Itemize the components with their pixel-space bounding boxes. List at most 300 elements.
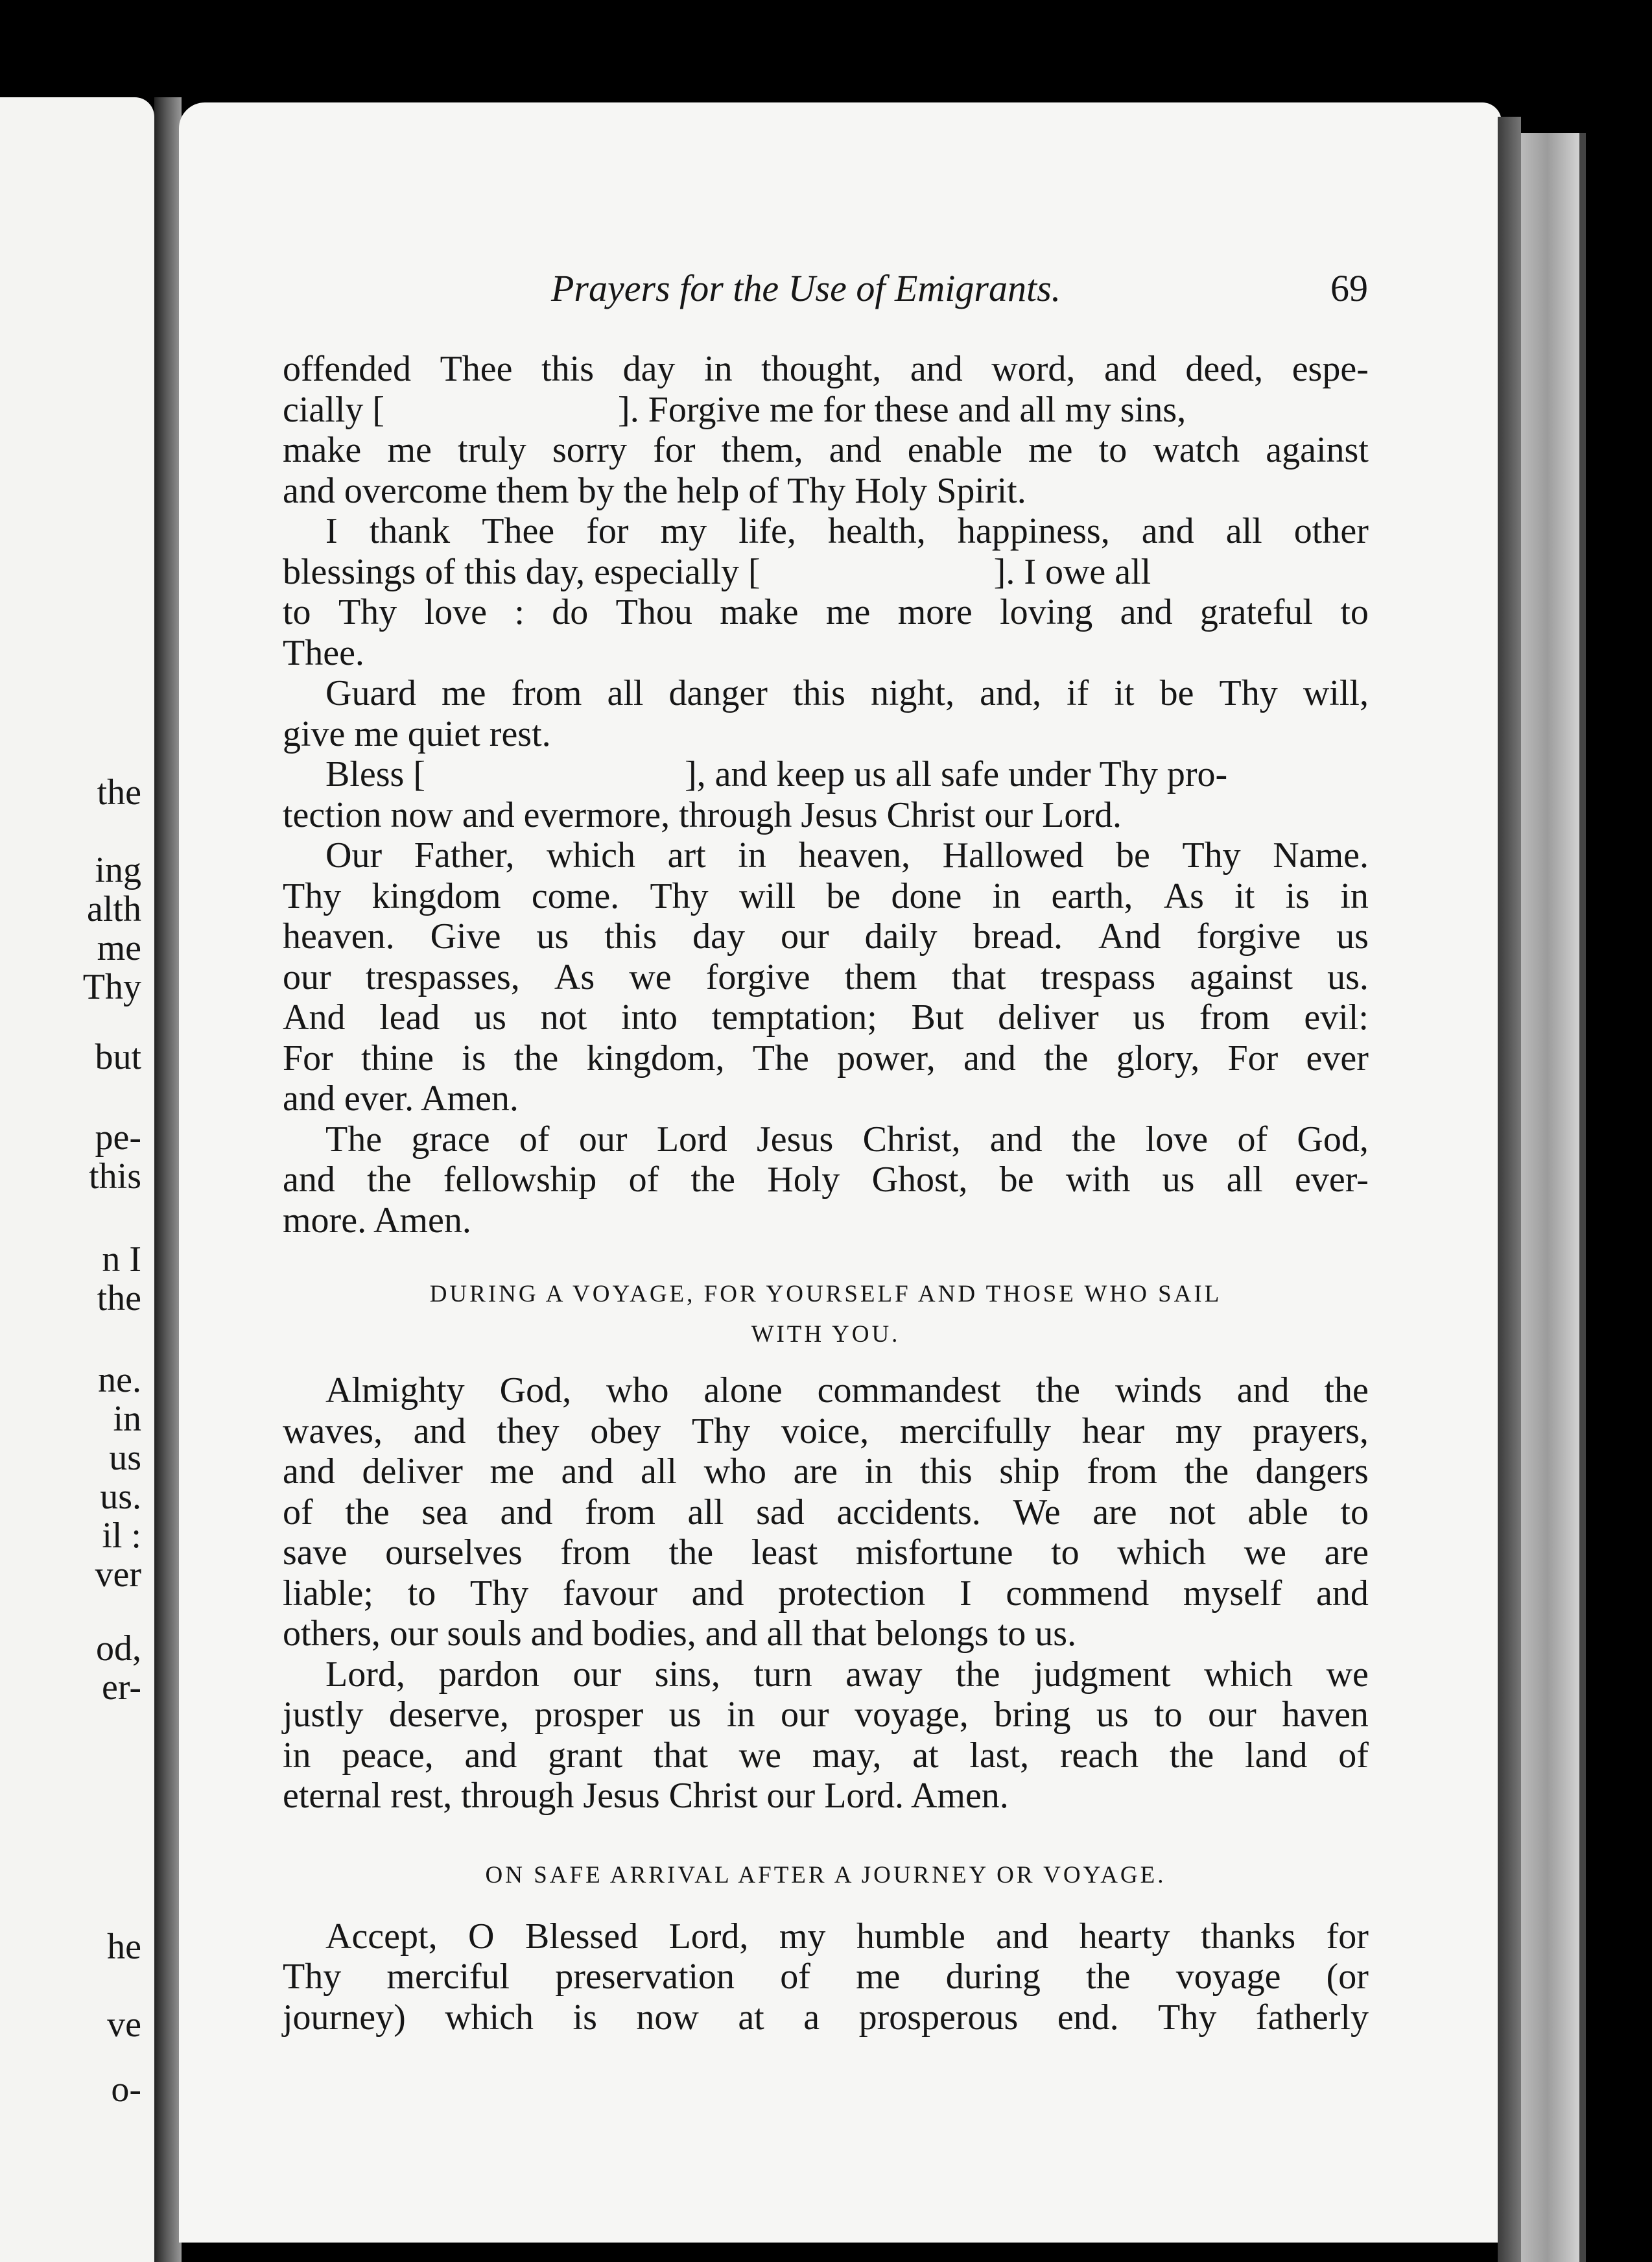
word: this <box>919 1451 973 1492</box>
word: enable <box>907 430 1002 470</box>
word: day <box>692 916 746 957</box>
text-line: more. Amen. <box>283 1200 471 1241</box>
word: be <box>1159 673 1194 713</box>
word: this <box>604 916 657 957</box>
word: we <box>738 1735 781 1776</box>
word: earth, <box>1051 875 1133 916</box>
word: which <box>1117 1532 1207 1573</box>
word: which <box>445 1997 534 2038</box>
word: deed, <box>1185 349 1264 389</box>
word: us <box>474 997 506 1038</box>
bracket-close-text: ], and keep us all safe under Thy pro- <box>685 754 1228 794</box>
word: Ghost, <box>871 1160 968 1200</box>
word: and <box>1141 511 1194 551</box>
left-page-fragment: us <box>109 1438 141 1478</box>
word: all <box>641 1451 677 1492</box>
word: to <box>407 1573 436 1613</box>
word: my <box>660 511 707 551</box>
word: done <box>891 875 962 916</box>
word: As <box>1163 875 1204 916</box>
word: Blessed <box>525 1916 639 1957</box>
text-span <box>283 552 1151 593</box>
word: and <box>1120 592 1173 632</box>
word: liable; <box>283 1573 373 1613</box>
word: may, <box>812 1735 882 1776</box>
word: for <box>1326 1916 1369 1957</box>
word: our <box>1208 1695 1257 1735</box>
word: is <box>1285 875 1310 916</box>
word: ever- <box>1295 1160 1369 1200</box>
section-heading: WITH YOU. <box>751 1321 901 1348</box>
word: against <box>1190 957 1293 997</box>
word: into <box>620 997 678 1038</box>
word: Give <box>430 916 501 957</box>
word: life, <box>738 511 796 551</box>
word: all <box>1225 511 1262 551</box>
word: us <box>668 1695 702 1735</box>
word: in <box>992 875 1021 916</box>
word: alone <box>703 1370 783 1411</box>
word: in <box>864 1451 893 1492</box>
word: and <box>464 1735 517 1776</box>
word: Thy <box>1219 673 1278 713</box>
word: hear <box>1081 1411 1145 1451</box>
word: Accept, <box>325 1916 438 1957</box>
word: it <box>1234 875 1255 916</box>
word: Lord, <box>325 1654 405 1695</box>
word: this <box>541 349 594 389</box>
bracket-close-text: ]. Forgive me for these and all my sins, <box>618 389 1186 430</box>
word: away <box>845 1654 923 1695</box>
word: I <box>960 1573 972 1613</box>
left-page-fragment: this <box>89 1156 141 1196</box>
section-heading: DURING A VOYAGE, FOR YOURSELF AND THOSE WHO SAIL <box>429 1281 1222 1307</box>
word: we <box>1244 1532 1287 1573</box>
word: it <box>1114 673 1135 713</box>
word: grace <box>411 1119 490 1160</box>
text-line <box>283 1370 1369 1411</box>
word: turn <box>753 1654 812 1695</box>
word: Lord, <box>668 1916 749 1957</box>
word: journey) <box>283 1997 406 2038</box>
word: make <box>283 430 362 470</box>
word: winds <box>1115 1370 1202 1411</box>
text-line <box>283 1997 1369 2038</box>
word: our <box>780 1695 829 1735</box>
text-line <box>283 1492 1369 1533</box>
word: trespasses, <box>365 957 520 997</box>
word: Guard <box>325 673 416 713</box>
word: day <box>622 349 676 389</box>
word: obey <box>590 1411 661 1451</box>
word: Name. <box>1273 835 1369 875</box>
left-page-fragment: pe- <box>95 1117 141 1158</box>
word: glory, <box>1116 1038 1200 1078</box>
word: us <box>1133 997 1166 1038</box>
word: pardon <box>438 1654 539 1695</box>
text-line <box>283 876 1369 917</box>
text-span <box>283 390 1186 431</box>
text-span <box>325 754 1227 795</box>
word: accidents. <box>836 1492 981 1532</box>
word: to <box>1340 1492 1369 1532</box>
word: I <box>325 511 338 551</box>
word: us. <box>1327 957 1369 997</box>
word: art <box>667 835 706 875</box>
word: and <box>561 1451 614 1492</box>
word: forgive <box>705 957 810 997</box>
left-page-fragment: er- <box>101 1667 141 1708</box>
word: to <box>1051 1532 1080 1573</box>
word: offended <box>283 349 411 389</box>
word: voice, <box>781 1411 869 1451</box>
text-line <box>283 1957 1369 1997</box>
word: to <box>283 592 311 632</box>
word: at <box>738 1997 764 2038</box>
word: hearty <box>1079 1916 1170 1957</box>
word: bring <box>994 1695 1071 1735</box>
word: grant <box>548 1735 623 1776</box>
text-line <box>283 1916 1369 1957</box>
word: in <box>738 835 766 875</box>
word: humble <box>856 1916 965 1957</box>
word: us <box>1096 1695 1129 1735</box>
word: we <box>629 957 672 997</box>
word: and <box>1103 349 1157 389</box>
word: we <box>1326 1654 1369 1695</box>
word: from <box>1087 1451 1158 1492</box>
left-page-fragment: in <box>113 1399 141 1439</box>
word: the <box>1169 1735 1214 1776</box>
word: kingdom, <box>586 1038 725 1078</box>
word: myself <box>1183 1573 1282 1613</box>
word: evil: <box>1304 997 1369 1038</box>
left-page-fragment: but <box>95 1037 141 1077</box>
word: sea <box>421 1492 468 1532</box>
word: forgive <box>1196 916 1301 957</box>
word: be <box>1115 835 1150 875</box>
word: Thy <box>691 1411 751 1451</box>
word: last, <box>969 1735 1030 1776</box>
word: prosper <box>534 1695 644 1735</box>
word: is <box>572 1997 597 2038</box>
word: health, <box>827 511 926 551</box>
word: make <box>720 592 799 632</box>
word: do <box>552 592 589 632</box>
left-page-fragment: he <box>107 1927 141 1967</box>
text-line: give me quiet rest. <box>283 713 551 754</box>
word: be <box>826 875 861 916</box>
left-page-fragment: o- <box>111 2069 141 2110</box>
word: which <box>547 835 635 875</box>
section-heading: ON SAFE ARRIVAL AFTER A JOURNEY OR VOYAGE. <box>485 1861 1166 1888</box>
word: the <box>668 1532 714 1573</box>
word: But <box>911 997 964 1038</box>
word: the <box>1044 1038 1089 1078</box>
word: thought, <box>761 349 882 389</box>
word: and <box>963 1038 1016 1078</box>
word: sins, <box>654 1654 720 1695</box>
running-head <box>311 259 1368 318</box>
word: my <box>1175 1411 1222 1451</box>
text-line <box>283 511 1369 552</box>
word: that <box>653 1735 708 1776</box>
word: Jesus <box>757 1119 834 1160</box>
word: peace, <box>342 1735 434 1776</box>
word: from <box>511 673 582 713</box>
left-page-fragment: od, <box>96 1628 141 1669</box>
word: in <box>704 349 733 389</box>
word: them <box>844 957 917 997</box>
word: a <box>803 1997 820 2038</box>
word: (or <box>1326 1957 1369 1997</box>
word: deserve, <box>388 1695 509 1735</box>
word: voyage <box>1175 1957 1281 1997</box>
word: voyage, <box>855 1695 969 1735</box>
word: the <box>1324 1370 1369 1411</box>
word: and <box>283 1160 335 1200</box>
word: loving <box>1000 592 1093 632</box>
text-line <box>283 1654 1369 1695</box>
left-page-fragment: ing <box>95 850 141 890</box>
running-title: Prayers for the Use of Emigrants. <box>551 267 1061 309</box>
word: to <box>1154 1695 1183 1735</box>
word: reach <box>1059 1735 1139 1776</box>
word: ourselves <box>385 1532 523 1573</box>
word: in <box>726 1695 755 1735</box>
word: in <box>1340 875 1369 916</box>
word: who <box>703 1451 767 1492</box>
text-line <box>283 1411 1369 1452</box>
word: us <box>1336 916 1369 957</box>
word: the <box>367 1160 412 1200</box>
word: this <box>792 673 845 713</box>
word: at <box>912 1735 939 1776</box>
word: our <box>283 957 331 997</box>
word: thanks <box>1200 1916 1296 1957</box>
word: our <box>781 916 829 957</box>
word: of <box>1237 1119 1268 1160</box>
word: me <box>825 592 871 632</box>
word: danger <box>668 673 768 713</box>
word: justly <box>283 1695 364 1735</box>
word: they <box>497 1411 560 1451</box>
word: happiness, <box>957 511 1110 551</box>
word: now <box>636 1997 699 2038</box>
text-line <box>283 430 1369 471</box>
word: trespass <box>1040 957 1156 997</box>
word: for <box>653 430 696 470</box>
word: the <box>690 1160 735 1200</box>
word: of <box>628 1160 659 1200</box>
word: in <box>283 1735 311 1776</box>
left-page-fragment: us. <box>100 1477 141 1517</box>
word: mercifully <box>899 1411 1052 1451</box>
word: the <box>1184 1451 1229 1492</box>
text-line <box>283 957 1369 998</box>
text-line <box>283 1119 1369 1160</box>
word: Thy <box>283 875 342 916</box>
word: thank <box>369 511 451 551</box>
word: from <box>1199 997 1270 1038</box>
word: power, <box>837 1038 936 1078</box>
text-line: Thee. <box>283 632 364 673</box>
word: least <box>751 1532 818 1573</box>
word: commend <box>1006 1573 1150 1613</box>
word: fellowship <box>443 1160 597 1200</box>
left-page-fragment: il : <box>102 1516 141 1556</box>
text-line <box>283 552 1369 593</box>
word: haven <box>1282 1695 1369 1735</box>
word: lead <box>379 997 440 1038</box>
word: Thee <box>440 349 513 389</box>
word: of <box>1338 1735 1369 1776</box>
text-line <box>283 673 1369 714</box>
word: the <box>345 1492 390 1532</box>
word: and, <box>980 673 1042 713</box>
word: and <box>691 1573 744 1613</box>
word: if <box>1067 673 1089 713</box>
word: and <box>1236 1370 1290 1411</box>
text-line: and overcome them by the help of Thy Holy Spirit. <box>283 470 1026 511</box>
word: The <box>325 1119 383 1160</box>
text-line: tection now and evermore, through Jesus Christ our Lord. <box>283 794 1122 835</box>
word: will <box>738 875 796 916</box>
word: all <box>1226 1160 1263 1200</box>
word: that <box>951 957 1006 997</box>
word: Thy <box>469 1573 529 1613</box>
word: O <box>468 1916 495 1957</box>
bracket-open: blessings of this day, especially [ <box>283 551 761 592</box>
word: sad <box>756 1492 805 1532</box>
word: Thy <box>1182 835 1241 875</box>
word: kingdom <box>372 875 501 916</box>
word: with <box>1065 1160 1131 1200</box>
word: our <box>572 1654 622 1695</box>
word: from <box>560 1532 631 1573</box>
word: be <box>999 1160 1034 1200</box>
text-line <box>283 1532 1369 1573</box>
word: Thy <box>1158 1997 1217 2038</box>
word: and <box>829 430 882 470</box>
word: Thy <box>338 592 397 632</box>
word: grateful <box>1199 592 1313 632</box>
left-page-fragment: ve <box>107 2005 141 2045</box>
word: favour <box>562 1573 657 1613</box>
word: God, <box>499 1370 572 1411</box>
word: who <box>606 1370 669 1411</box>
text-line: eternal rest, through Jesus Christ our Lord. Amen. <box>283 1776 1009 1816</box>
word: and <box>996 1916 1049 1957</box>
word: me <box>1028 430 1073 470</box>
word: daily <box>864 916 938 957</box>
word: temptation; <box>711 997 877 1038</box>
word: during <box>945 1957 1041 1997</box>
bracket-open: cially [ <box>283 389 385 430</box>
word: our <box>578 1119 628 1160</box>
word: judgment <box>1033 1654 1171 1695</box>
word: And <box>1098 916 1161 957</box>
text-line <box>283 835 1369 876</box>
word: Lord <box>656 1119 727 1160</box>
left-page-fragment: Thy <box>82 967 141 1007</box>
left-page-fragment: n I <box>102 1239 141 1280</box>
word: and <box>989 1119 1043 1160</box>
word: and <box>413 1411 466 1451</box>
left-facing-page <box>0 97 154 2262</box>
word: save <box>283 1532 348 1573</box>
word: the <box>1086 1957 1131 1997</box>
word: against <box>1266 430 1369 470</box>
word: sorry <box>552 430 628 470</box>
word: Thy <box>283 1957 342 1997</box>
bracket-close-text: ]. I owe all <box>993 551 1151 592</box>
page-number: 69 <box>1330 267 1368 309</box>
text-line: and ever. Amen. <box>283 1078 519 1119</box>
word: Thou <box>615 592 692 632</box>
word: deliver <box>998 997 1099 1038</box>
word: We <box>1013 1492 1061 1532</box>
word: Father, <box>414 835 515 875</box>
word: are <box>1324 1532 1369 1573</box>
left-page-fragment: ne. <box>98 1360 141 1400</box>
left-page-fragment: the <box>97 1278 141 1318</box>
word: of <box>283 1492 313 1532</box>
page-text <box>283 349 1369 2038</box>
word: Thee <box>482 511 555 551</box>
word: not <box>540 997 587 1038</box>
word: and <box>910 349 963 389</box>
word: Our <box>325 835 383 875</box>
word: For <box>1227 1038 1279 1078</box>
word: espe- <box>1292 349 1369 389</box>
left-page-fragment: the <box>97 772 141 813</box>
word: and <box>500 1492 553 1532</box>
text-line <box>283 1160 1369 1200</box>
word: watch <box>1153 430 1240 470</box>
word: misfortune <box>855 1532 1013 1573</box>
text-line <box>283 754 1369 795</box>
word: truly <box>458 430 526 470</box>
word: commandest <box>817 1370 1001 1411</box>
word: come. <box>531 875 620 916</box>
text-line: others, our souls and bodies, and all that belongs to us. <box>283 1613 1077 1654</box>
word: will, <box>1303 673 1369 713</box>
word: able <box>1247 1492 1308 1532</box>
word: the <box>1035 1370 1081 1411</box>
word: which <box>1204 1654 1293 1695</box>
word: love <box>424 592 487 632</box>
word: of <box>519 1119 550 1160</box>
left-page-fragment: ver <box>95 1554 141 1595</box>
word: heaven, <box>798 835 911 875</box>
left-page-fragment: me <box>97 928 141 968</box>
text-line <box>283 1573 1369 1614</box>
word: For <box>283 1038 333 1078</box>
word: more <box>897 592 973 632</box>
word: my <box>779 1916 826 1957</box>
word: to <box>1098 430 1127 470</box>
word: from <box>585 1492 655 1532</box>
word: waves, <box>283 1411 383 1451</box>
word: and <box>1316 1573 1369 1613</box>
word: God, <box>1297 1119 1369 1160</box>
word: word, <box>991 349 1076 389</box>
word: Holy <box>767 1160 840 1200</box>
page-edge-shadow <box>1498 117 1521 2262</box>
word: love <box>1145 1119 1209 1160</box>
text-line <box>283 1451 1369 1492</box>
